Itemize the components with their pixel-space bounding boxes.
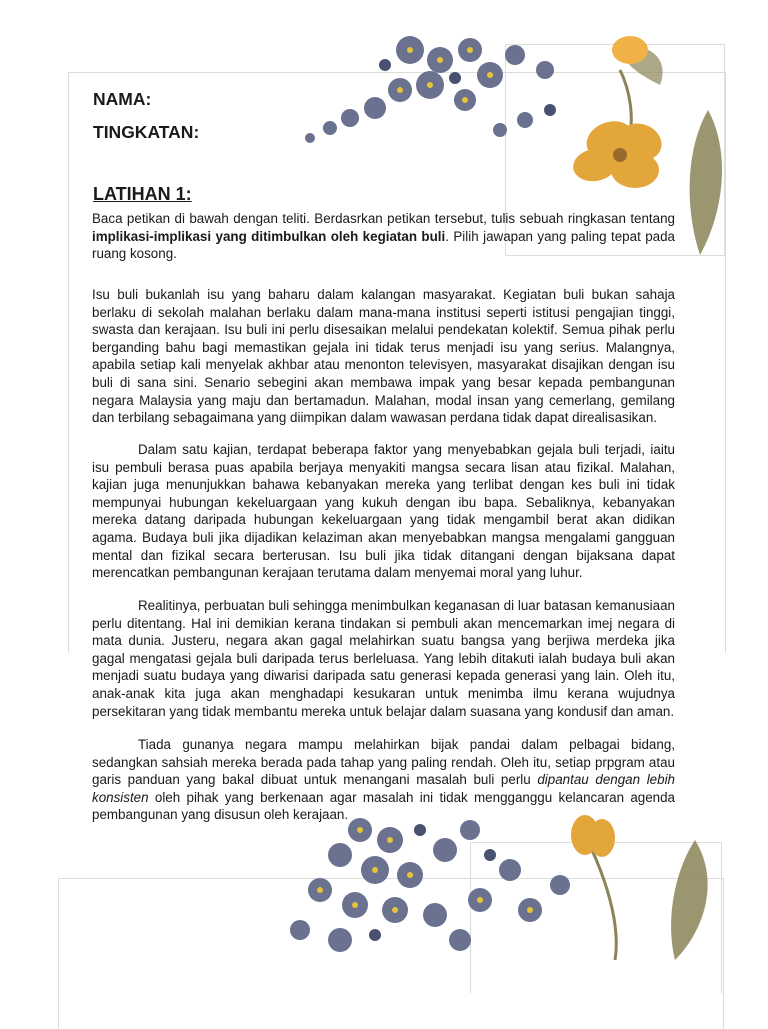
paragraph-4: Tiada gunanya negara mampu melahirkan bijak pandai dalam pelbagai bidang, sedangkan sahsiah mereka berada pada tahap yang paling rendah. Oleh itu, setiap prpgram atau garis panduan yang bakal dibuat untuk menangani masalah buli perlu dipantau dengan lebih konsisten oleh pihak yang berkenaan agar masalah ini tidak mengganggu kelancaran agenda pembangunan yang disusun oleh kerajaan.	[92, 737, 675, 823]
instruction-text: Baca petikan di bawah dengan teliti. Berdasrkan petikan tersebut, tulis sebuah ringkasan tentang implikasi-implikasi yang ditimbulkan oleh kegiatan buli. Pilih jawapan yang paling tepat pada ruang kosong.	[92, 211, 676, 262]
paragraph-2: Dalam satu kajian, terdapat beberapa faktor yang menyebabkan gejala buli terjadi, iaitu isu pembuli berasa puas apabila berjaya menyakiti mangsa secara lisan atau fizikal. Malahan, kajian juga menunjukkan bahawa kebanyakan mereka yang terlibat dengan kes buli ini tidak mempunyai hubungan kekeluargaan yang kukuh dengan ibu bapa. Sebaliknya, kebanyakan mereka datang daripada hubungan kekeluargaan yang tidak mengambil berat akan didikan agama. Budaya buli jika dijadikan kelaziman akan menyebabkan mangsa mengalami gangguan mental dan fizikal secara berterusan. Isu buli jika tidak ditangani dengan bijaksana dapat merencatkan pembangunan kerajaan terutama dalam menyemai moral yang luhur.	[92, 442, 675, 581]
exercise-title: LATIHAN 1:	[93, 184, 192, 204]
bottom-flowers-icon	[280, 810, 730, 960]
paragraph-3: Realitinya, perbuatan buli sehingga menimbulkan keganasan di luar batasan kemanusiaan perlu ditentang. Hal ini demikian kerana tindakan si pembuli akan mencemarkan imej negara di mata dunia. Justeru, negara akan gagal melahirkan suatu bangsa yang berjiwa merdeka jika gagal mengatasi gejala buli daripada terus berleluasa. Yang lebih ditakuti ialah budaya buli akan menjadi suatu budaya yang diwarisi daripada satu generasi kepada generasi yang lain. Oleh itu, anak-anak kita juga akan menghadapi kesukaran untuk menimba ilmu kerana wujudnya persekitaran yang tidak membantu mereka untuk belajar dalam suasana yang kondusif dan aman.	[92, 598, 675, 719]
paragraph-1: Isu buli bukanlah isu yang baharu dalam kalangan masyarakat. Kegiatan buli bukan sahaja berlaku di sekolah malahan berlaku dalam mana-mana institusi seperti istitusi pengajian tinggi, swasta dan kerajaan. Isu buli ini perlu disesaikan melalui pendekatan kolektif. Semua pihak perlu berganding bahu bagi memastikan gejala ini tidak terus menjadi isu yang serius. Malangnya, apabila setiap kali menyelak akhbar atau menonton televisyen, masyarakat disajikan dengan isu buli di sana sini. Senario sebegini akan membawa impak yang besar kepada pembangunan negara Malaysia yang maju dan bertamadun. Malahan, modal insan yang cemerlang, gemilang dan terbilang sebagaimana yang diimpikan dalam wawasan perdana tidak dapat direalisasikan.	[92, 287, 675, 426]
form-label: TINGKATAN:	[93, 122, 200, 142]
emphasis-text: dipantau dengan lebih konsisten	[92, 772, 675, 805]
instruction-emphasis: implikasi-implikasi yang ditimbulkan oleh kegiatan buli	[92, 228, 446, 244]
name-label: NAMA:	[93, 89, 152, 109]
